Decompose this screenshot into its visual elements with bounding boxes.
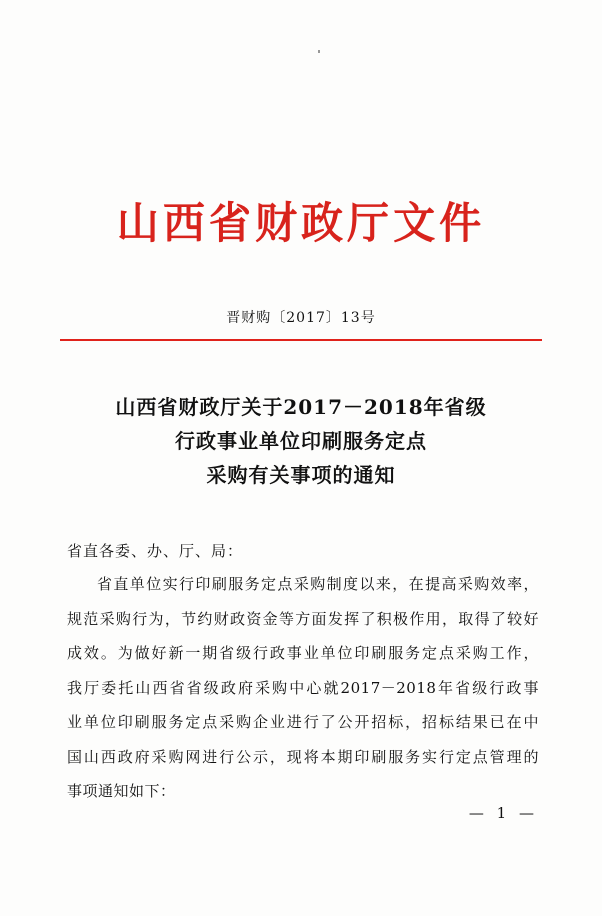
page-number: — 1 — [468,804,538,822]
issuer-header-title: 山西省财政厅文件 [116,199,486,249]
scan-speck [318,50,320,53]
body-line-2: 规范采购行为，节约财政资金等方面发挥了积极作用，取得了较好 [67,609,539,628]
body-paragraph [67,567,539,809]
red-separator-rule [60,339,542,341]
body-line-4: 我厅委托山西省省级政府采购中心就2017－2018年省级行政事 [67,678,539,697]
body-line-1: 省直单位实行印刷服务定点采购制度以来，在提高采购效率， [97,575,539,593]
body-line-7: 事项通知如下： [67,782,176,800]
body-line-5: 业单位印刷服务定点采购企业进行了公开招标，招标结果已在中 [67,713,539,731]
body-line-6: 国山西政府采购网进行公示，现将本期印刷服务实行定点管理的 [67,747,539,766]
document-number: 晋财购〔2017〕13号 [226,310,376,326]
notice-title [0,390,602,492]
notice-title-line-1: 山西省财政厅关于2017－2018年省级 [115,395,487,419]
body-line-3: 成效。为做好新一期省级行政事业单位印刷服务定点采购工作， [67,644,539,662]
salutation: 省直各委、办、厅、局： [67,542,244,560]
notice-title-line-3: 采购有关事项的通知 [206,463,396,487]
notice-title-line-2: 行政事业单位印刷服务定点 [175,429,427,453]
